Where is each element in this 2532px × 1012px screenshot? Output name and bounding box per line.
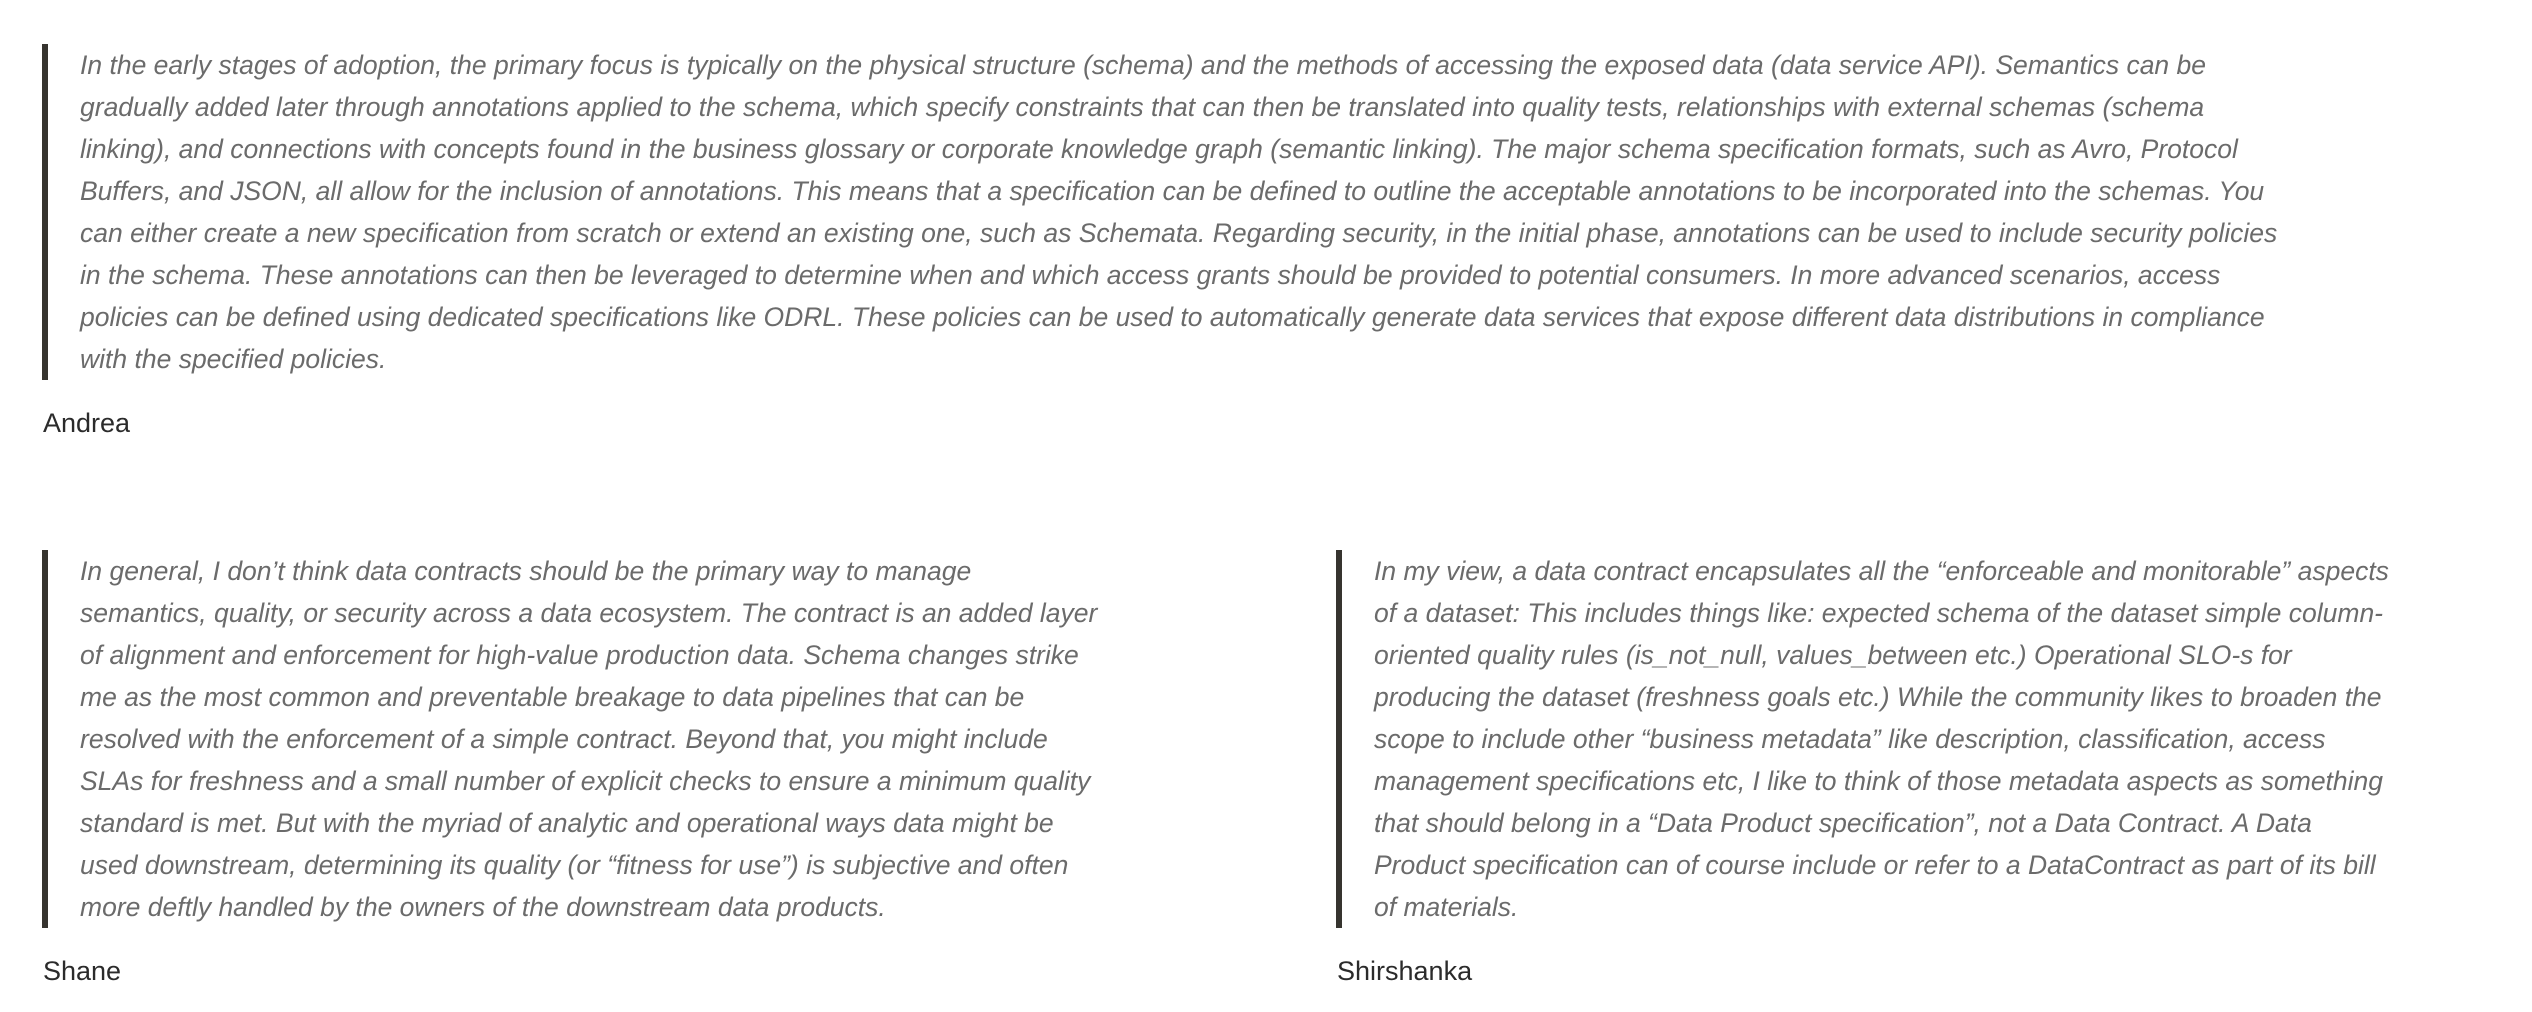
blockquote bbox=[1336, 550, 2389, 928]
quote-line: management specifications etc, I like to think of those metadata aspects as something bbox=[1374, 766, 2384, 796]
quote-line: Buffers, and JSON, all allow for the inclusion of annotations. This means that a specification can be defined to outline the acceptable annotations to be incorporated into the schemas. You bbox=[80, 176, 2265, 206]
quote-line: in the schema. These annotations can then be leveraged to determine when and which access grants should be provided to potential consumers. In more advanced scenarios, access bbox=[80, 260, 2221, 290]
quote-line: scope to include other “business metadata” like description, classification, access bbox=[1374, 724, 2326, 754]
quote-shirshanka bbox=[1336, 550, 2389, 988]
quote-line: gradually added later through annotations applied to the schema, which specify constraints that can then be translated into quality tests, relationships with external schemas (schema bbox=[80, 92, 2205, 122]
quote-author: Shane bbox=[43, 956, 122, 986]
quote-author: Andrea bbox=[43, 408, 131, 438]
quote-line: with the specified policies. bbox=[80, 344, 387, 374]
quote-line: of a dataset: This includes things like: expected schema of the dataset simple column- bbox=[1374, 598, 2384, 628]
quote-line: resolved with the enforcement of a simple contract. Beyond that, you might include bbox=[80, 724, 1048, 754]
quote-line: can either create a new specification from scratch or extend an existing one, such as Schemata. Regarding security, in the initial phase, annotations can be used to include security policies bbox=[80, 218, 2278, 248]
quote-line: policies can be defined using dedicated specifications like ODRL. These policies can be used to automatically generate data services that expose different data distributions in compliance bbox=[80, 302, 2265, 332]
quote-line: In general, I don’t think data contracts should be the primary way to manage bbox=[80, 556, 972, 586]
quote-line: producing the dataset (freshness goals etc.) While the community likes to broaden the bbox=[1374, 682, 2382, 712]
blockquote bbox=[42, 550, 1097, 928]
quote-line: of alignment and enforcement for high-value production data. Schema changes strike bbox=[80, 640, 1079, 670]
quote-line: used downstream, determining its quality (or “fitness for use”) is subjective and often bbox=[80, 850, 1069, 880]
quote-line: more deftly handled by the owners of the downstream data products. bbox=[80, 892, 886, 922]
quote-andrea bbox=[42, 44, 2277, 440]
quote-line: linking), and connections with concepts found in the business glossary or corporate knowledge graph (semantic linking). The major schema specification formats, such as Avro, Protocol bbox=[80, 134, 2238, 164]
quote-line: In my view, a data contract encapsulates all the “enforceable and monitorable” aspects bbox=[1374, 556, 2389, 586]
quote-line: that should belong in a “Data Product specification”, not a Data Contract. A Data bbox=[1374, 808, 2312, 838]
quote-author: Shirshanka bbox=[1337, 956, 1473, 986]
quote-line: Product specification can of course include or refer to a DataContract as part of its bill bbox=[1374, 850, 2376, 880]
quote-line: semantics, quality, or security across a data ecosystem. The contract is an added layer bbox=[80, 598, 1098, 628]
blockquote bbox=[42, 44, 2277, 380]
quote-line: of materials. bbox=[1374, 892, 1519, 922]
quote-shane bbox=[42, 550, 1097, 988]
quote-line: me as the most common and preventable breakage to data pipelines that can be bbox=[80, 682, 1025, 712]
quote-line: standard is met. But with the myriad of analytic and operational ways data might be bbox=[80, 808, 1054, 838]
quote-line: oriented quality rules (is_not_null, values_between etc.) Operational SLO-s for bbox=[1374, 640, 2292, 670]
quote-line: SLAs for freshness and a small number of explicit checks to ensure a minimum quality bbox=[80, 766, 1091, 796]
quote-line: In the early stages of adoption, the primary focus is typically on the physical structure (schema) and the methods of accessing the exposed data (data service API). Semantics can be bbox=[80, 50, 2207, 80]
